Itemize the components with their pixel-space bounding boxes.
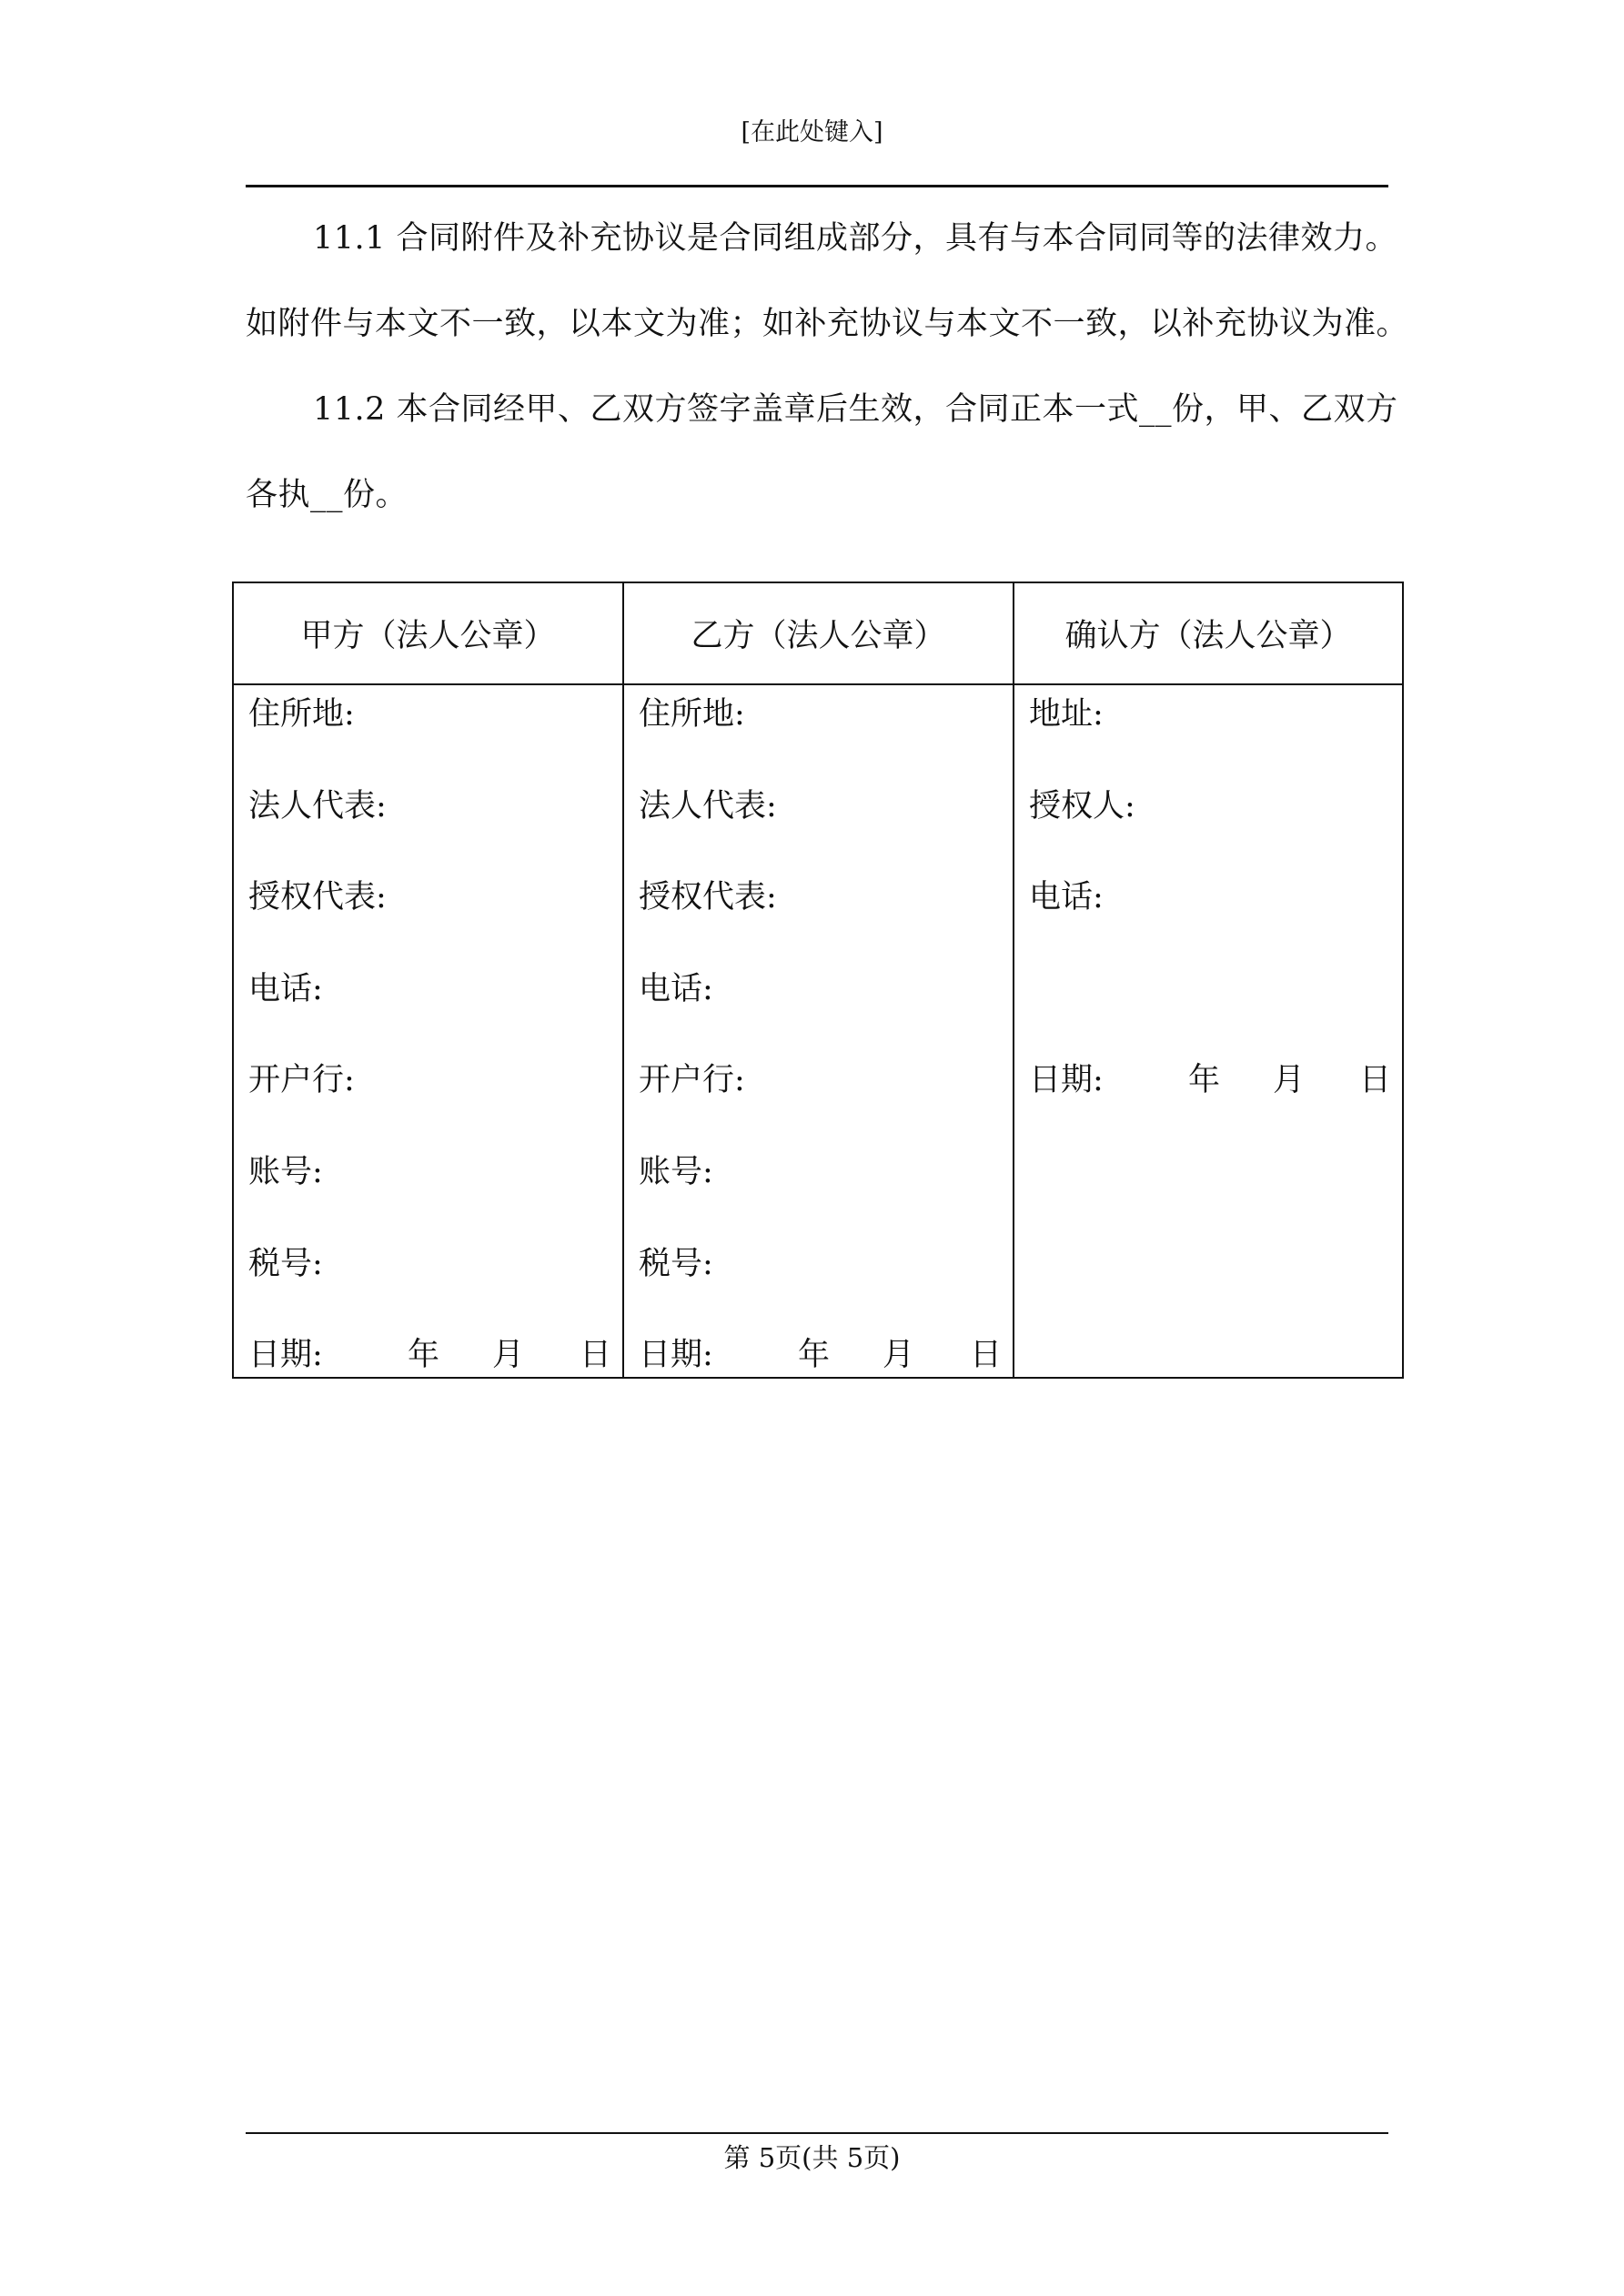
confirming-party-date-label: 日期: xyxy=(1029,1062,1104,1098)
signature-table-header-row xyxy=(233,582,1403,684)
party-a-date-month: 月 xyxy=(492,1337,525,1373)
clause-11-2-line-1: 11.2 本合同经甲、乙双方签字盖章后生效，合同正本一式__份，甲、乙双方 xyxy=(313,391,1398,428)
party-a-account-label: 账号: xyxy=(248,1154,323,1190)
page-number-footer: 第 5页(共 5页) xyxy=(723,2142,901,2173)
party-b-date-month: 月 xyxy=(883,1337,915,1373)
party-b-account-label: 账号: xyxy=(639,1154,713,1190)
confirming-party-authorized-person-label: 授权人: xyxy=(1029,788,1135,824)
party-a-bank-label: 开户行: xyxy=(248,1062,355,1098)
party-b-bank-label: 开户行: xyxy=(639,1062,745,1098)
party-a-date-year: 年 xyxy=(408,1337,440,1373)
party-b-date-year: 年 xyxy=(798,1337,831,1373)
party-b-header: 乙方（法人公章） xyxy=(623,582,1014,684)
party-a-legal-rep-label: 法人代表: xyxy=(248,788,387,824)
clause-11-2-line-2: 各执__份。 xyxy=(246,477,409,513)
party-b-phone-label: 电话: xyxy=(639,971,713,1007)
clause-11-2 xyxy=(246,367,1398,538)
party-a-authorized-rep-label: 授权代表: xyxy=(248,879,387,915)
confirming-party-cell xyxy=(1014,684,1403,1378)
party-b-authorized-rep-label: 授权代表: xyxy=(639,879,777,915)
party-b-date-label: 日期: xyxy=(639,1337,713,1373)
clause-11-1-line-2: 如附件与本文不一致，以本文为准；如补充协议与本文不一致，以补充协议为准。 xyxy=(246,306,1409,342)
party-b-date-day: 日 xyxy=(969,1337,1002,1373)
confirming-party-date-day: 日 xyxy=(1358,1062,1391,1098)
party-a-date-label: 日期: xyxy=(248,1337,323,1373)
party-b-tax-id-label: 税号: xyxy=(639,1246,713,1282)
confirming-party-phone-label: 电话: xyxy=(1029,879,1104,915)
clause-11-1-line-1: 11.1 合同附件及补充协议是合同组成部分，具有与本合同同等的法律效力。 xyxy=(313,220,1398,257)
confirming-party-address-label: 地址: xyxy=(1029,696,1104,733)
confirming-party-date-year: 年 xyxy=(1188,1062,1221,1098)
party-a-tax-id-label: 税号: xyxy=(248,1246,323,1282)
signature-table-body-row xyxy=(233,684,1403,1378)
party-a-phone-label: 电话: xyxy=(248,971,323,1007)
confirming-party-header: 确认方（法人公章） xyxy=(1014,582,1403,684)
footer-divider xyxy=(246,2132,1388,2134)
page-header: [在此处键入] xyxy=(741,118,883,147)
party-a-header: 甲方（法人公章） xyxy=(233,582,623,684)
party-b-legal-rep-label: 法人代表: xyxy=(639,788,777,824)
clause-11-1 xyxy=(246,196,1409,367)
party-a-cell xyxy=(233,684,623,1378)
party-b-address-label: 住所地: xyxy=(639,696,745,733)
party-a-date-day: 日 xyxy=(579,1337,611,1373)
header-divider xyxy=(246,185,1388,187)
party-b-cell xyxy=(623,684,1014,1378)
confirming-party-date-month: 月 xyxy=(1273,1062,1306,1098)
signature-table xyxy=(232,582,1404,1379)
party-a-address-label: 住所地: xyxy=(248,696,355,733)
